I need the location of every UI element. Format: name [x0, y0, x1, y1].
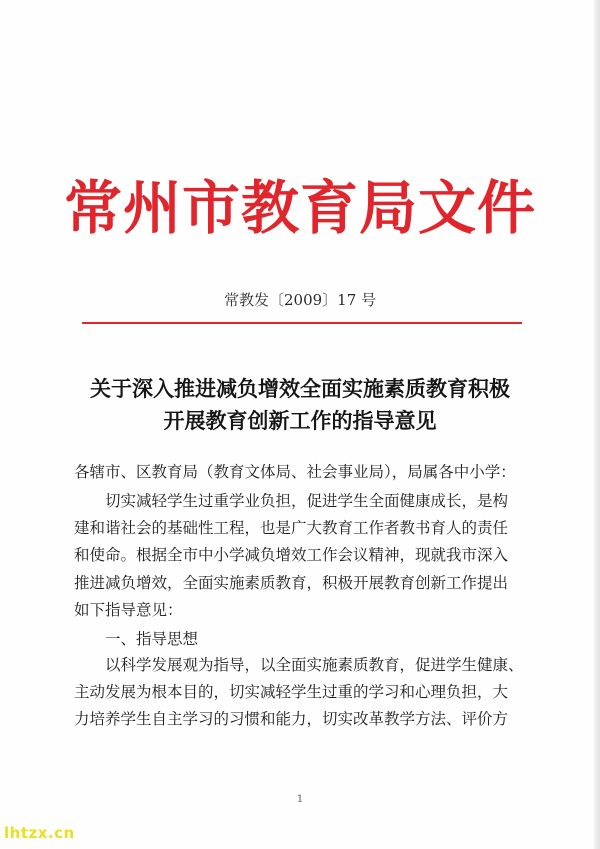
recipient-line: 各辖市、区教育局（教育文体局、社会事业局），局属各中小学：	[74, 463, 516, 481]
subject-line: 开展教育创新工作的指导意见	[163, 408, 437, 433]
paragraph-line: 切实减轻学生过重学业负担，促进学生全面健康成长，是构	[105, 492, 509, 510]
paragraph-line: 力培养学生自主学习的习惯和能力，切实改革教学方法、评价方	[74, 710, 509, 729]
document-number: 常教发〔2009〕17 号	[223, 291, 377, 309]
site-watermark: lhtzx.cn	[4, 824, 75, 842]
page-number: 1	[296, 794, 304, 805]
body-paragraph-intro	[74, 488, 534, 624]
paragraph-line: 和使命。根据全市中小学减负增效工作会议精神，现就我市深入	[74, 546, 509, 565]
paragraph-line: 如下指导意见：	[74, 600, 183, 619]
document-header-title: 常州市教育局文件	[63, 174, 536, 242]
red-divider-line	[82, 322, 522, 324]
paragraph-line: 主动发展为根本目的，切实减轻学生过重的学习和心理负担，大	[74, 683, 509, 702]
subject-line: 关于深入推进减负增效全面实施素质教育积极	[90, 376, 510, 401]
paragraph-line: 建和谐社会的基础性工程，也是广大教育工作者教书育人的责任	[74, 519, 509, 538]
section-heading-guiding-ideology: 一、指导思想	[105, 630, 199, 648]
paragraph-line: 以科学发展观为指导，以全面实施素质教育，促进学生健康、	[105, 656, 524, 674]
paragraph-line: 推进减负增效，全面实施素质教育，积极开展教育创新工作提出	[74, 573, 509, 592]
body-paragraph-guiding-ideology	[74, 652, 534, 734]
document-subject	[0, 373, 600, 437]
